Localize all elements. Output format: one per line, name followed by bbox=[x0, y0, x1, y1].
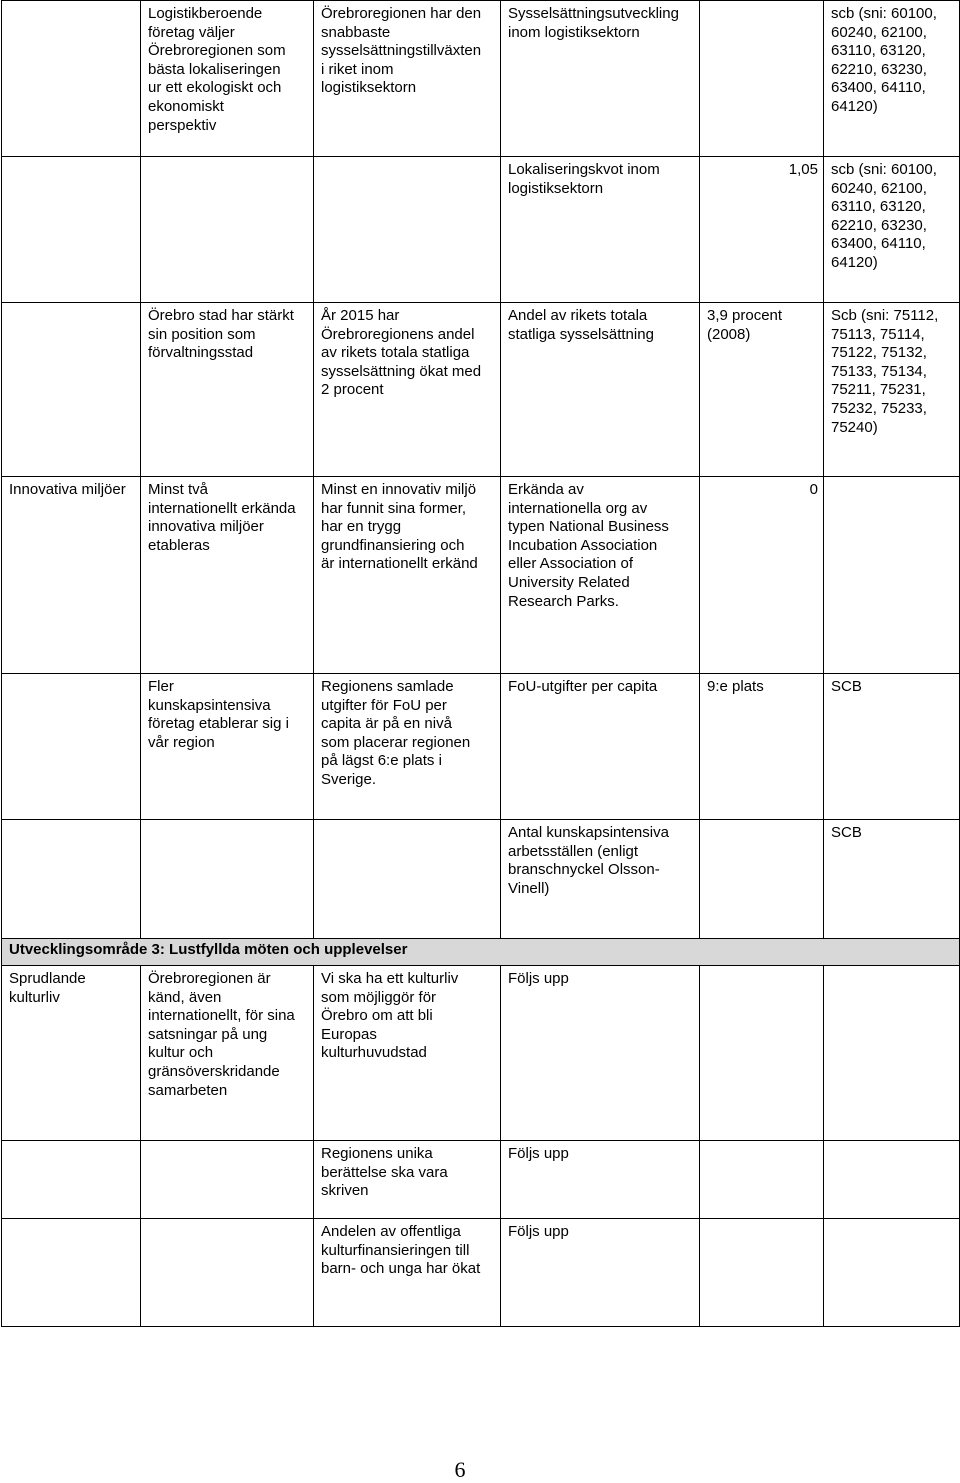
table-row bbox=[2, 1219, 960, 1327]
indicator-table bbox=[1, 0, 960, 1327]
target-cell: Minst en innovativ miljö har funnit sina former, har en trygg grundfinansiering och är internationellt erkänd bbox=[314, 477, 501, 674]
source-cell bbox=[824, 966, 960, 1141]
value-cell: 3,9 procent (2008) bbox=[700, 303, 824, 477]
value-cell bbox=[700, 820, 824, 939]
value-cell bbox=[700, 1, 824, 157]
goal-area-cell: Sprudlande kulturliv bbox=[2, 966, 141, 1141]
table-row bbox=[2, 966, 960, 1141]
goal-area-cell bbox=[2, 820, 141, 939]
source-cell bbox=[824, 477, 960, 674]
goal-cell bbox=[141, 1141, 314, 1219]
table-row bbox=[2, 303, 960, 477]
goal-cell bbox=[141, 1219, 314, 1327]
table-row bbox=[2, 157, 960, 303]
target-cell: Regionens unika berättelse ska vara skriven bbox=[314, 1141, 501, 1219]
value-cell: 0 bbox=[700, 477, 824, 674]
goal-cell bbox=[141, 157, 314, 303]
goal-cell bbox=[141, 820, 314, 939]
indicator-cell: FoU-utgifter per capita bbox=[501, 674, 700, 820]
goal-area-cell bbox=[2, 1219, 141, 1327]
indicator-cell: Lokaliseringskvot inom logistiksektorn bbox=[501, 157, 700, 303]
value-cell: 1,05 bbox=[700, 157, 824, 303]
source-cell bbox=[824, 1219, 960, 1327]
goal-area-cell: Innovativa miljöer bbox=[2, 477, 141, 674]
section-heading-row bbox=[2, 939, 960, 966]
indicator-cell: Sysselsättningsutveckling inom logistiksektorn bbox=[501, 1, 700, 157]
goal-cell: Logistikberoende företag väljer Örebroregionen som bästa lokaliseringen ur ett ekologiskt och ekonomiskt perspektiv bbox=[141, 1, 314, 157]
target-cell: Andelen av offentliga kulturfinansieringen till barn- och unga har ökat bbox=[314, 1219, 501, 1327]
indicator-cell: Följs upp bbox=[501, 1219, 700, 1327]
table-row bbox=[2, 820, 960, 939]
goal-area-cell bbox=[2, 157, 141, 303]
goal-cell: Fler kunskapsintensiva företag etablerar sig i vår region bbox=[141, 674, 314, 820]
indicator-cell: Följs upp bbox=[501, 1141, 700, 1219]
source-cell bbox=[824, 1141, 960, 1219]
page-number: 6 bbox=[454, 1457, 466, 1482]
goal-cell: Minst två internationellt erkända innovativa miljöer etableras bbox=[141, 477, 314, 674]
source-cell: Scb (sni: 75112, 75113, 75114, 75122, 75132, 75133, 75134, 75211, 75231, 75232, 75233, 75240) bbox=[824, 303, 960, 477]
table-row bbox=[2, 1, 960, 157]
target-cell: Vi ska ha ett kulturliv som möjliggör för Örebro om att bli Europas kulturhuvudstad bbox=[314, 966, 501, 1141]
section-heading: Utvecklingsområde 3: Lustfyllda möten och upplevelser bbox=[2, 939, 960, 966]
goal-area-cell bbox=[2, 1, 141, 157]
target-cell: Regionens samlade utgifter för FoU per capita är på en nivå som placerar regionen på lägst 6:e plats i Sverige. bbox=[314, 674, 501, 820]
indicator-cell: Antal kunskapsintensiva arbetsställen (enligt branschnyckel Olsson- Vinell) bbox=[501, 820, 700, 939]
value-cell bbox=[700, 966, 824, 1141]
source-cell: SCB bbox=[824, 674, 960, 820]
table-row bbox=[2, 1141, 960, 1219]
target-cell: År 2015 har Örebroregionens andel av rikets totala statliga sysselsättning ökat med 2 procent bbox=[314, 303, 501, 477]
value-cell: 9:e plats bbox=[700, 674, 824, 820]
source-cell: scb (sni: 60100, 60240, 62100, 63110, 63120, 62210, 63230, 63400, 64110, 64120) bbox=[824, 1, 960, 157]
source-cell: SCB bbox=[824, 820, 960, 939]
indicator-cell: Följs upp bbox=[501, 966, 700, 1141]
goal-area-cell bbox=[2, 303, 141, 477]
goal-area-cell bbox=[2, 1141, 141, 1219]
source-cell: scb (sni: 60100, 60240, 62100, 63110, 63120, 62210, 63230, 63400, 64110, 64120) bbox=[824, 157, 960, 303]
goal-cell: Örebro stad har stärkt sin position som förvaltningsstad bbox=[141, 303, 314, 477]
target-cell bbox=[314, 157, 501, 303]
goal-area-cell bbox=[2, 674, 141, 820]
table-row bbox=[2, 674, 960, 820]
indicator-cell: Andel av rikets totala statliga sysselsättning bbox=[501, 303, 700, 477]
value-cell bbox=[700, 1219, 824, 1327]
target-cell bbox=[314, 820, 501, 939]
indicator-cell: Erkända av internationella org av typen National Business Incubation Association eller Association of University Related Research Parks. bbox=[501, 477, 700, 674]
table-row bbox=[2, 477, 960, 674]
value-cell bbox=[700, 1141, 824, 1219]
target-cell: Örebroregionen har den snabbaste sysselsättningstillväxten i riket inom logistiksektorn bbox=[314, 1, 501, 157]
goal-cell: Örebroregionen är känd, även internationellt, för sina satsningar på ung kultur och gränsöverskridande samarbeten bbox=[141, 966, 314, 1141]
